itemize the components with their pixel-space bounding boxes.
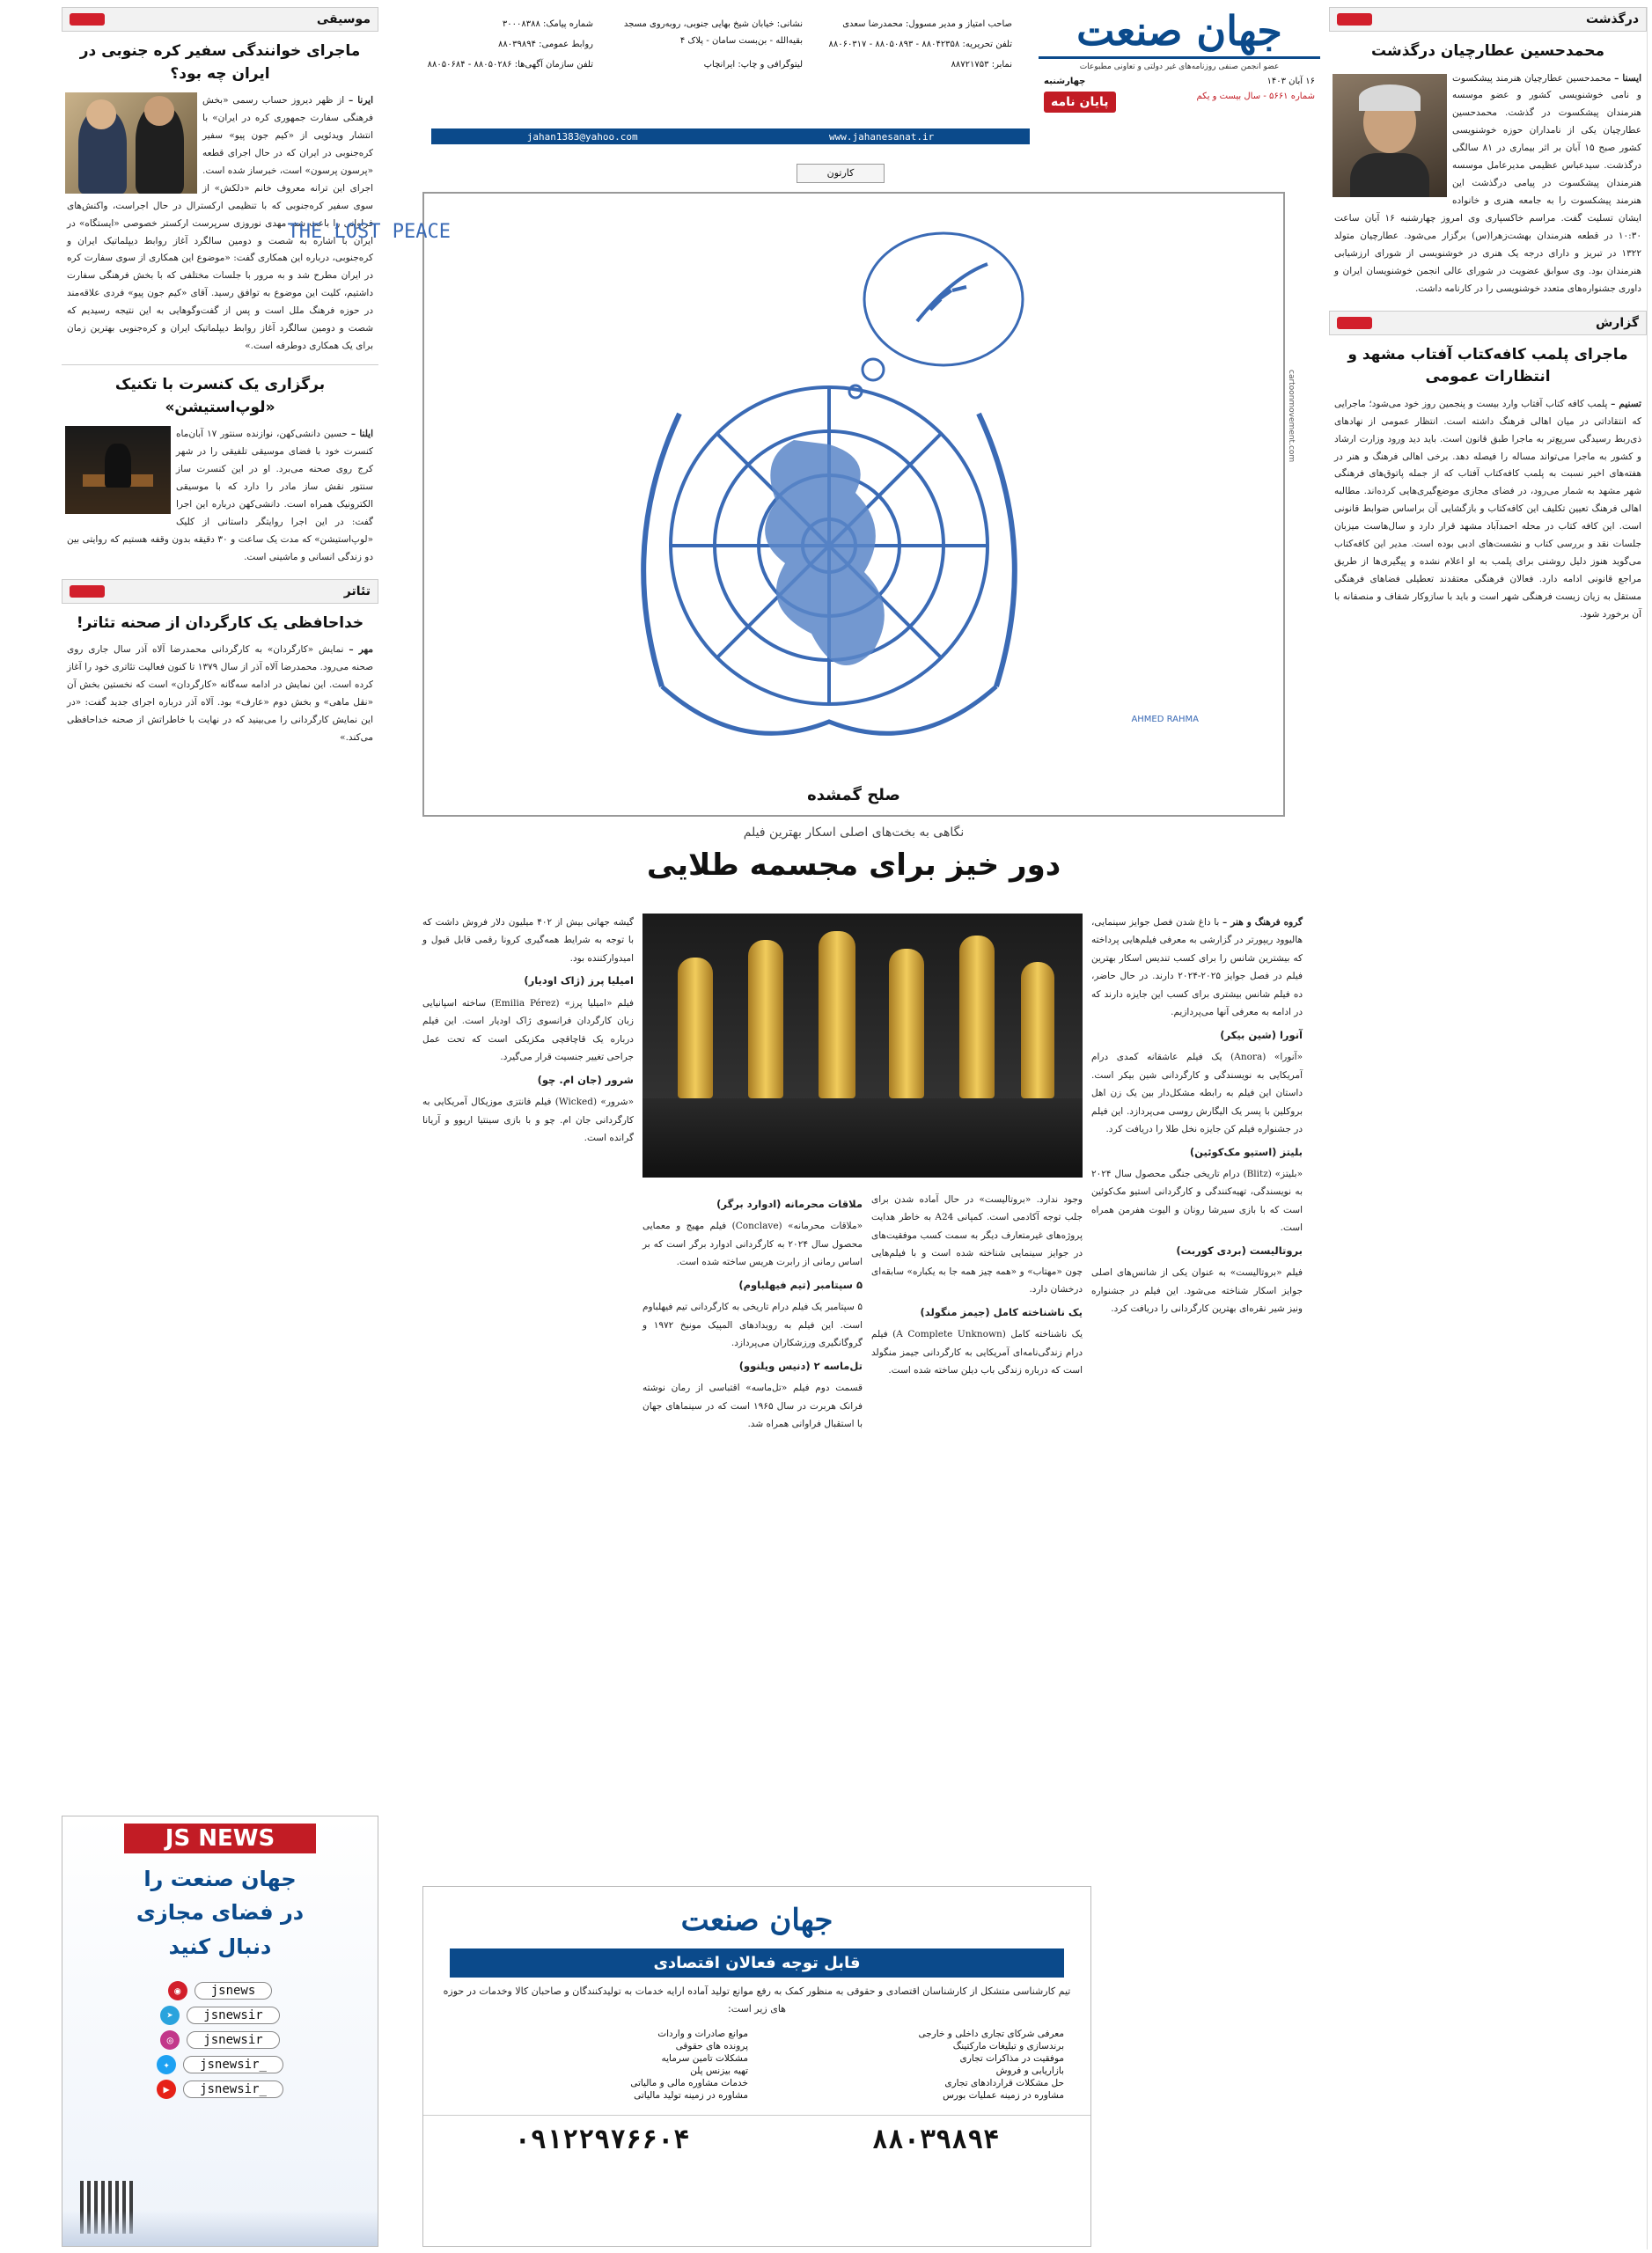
ad-service-item: پرونده های حقوقی — [675, 2040, 748, 2051]
section-mark — [70, 13, 105, 26]
jsnews-tagline: جهان صنعت را — [143, 1867, 297, 1891]
film-text: «آنورا» (Anora) یک فیلم عاشقانه کمدی درام آمریکایی به نویسندگی و کارگردانی شین بیکر است. داستان این فیلم به رابطه مشکل‌دار بین یک زن اهل بروکلین با پسر یک الیگارش روسی می‌پردازد. این فیلم در جشنواره فیلم کن جایزه نخل طلا را دریافت کرد. — [1091, 1052, 1303, 1135]
film-text: فیلم «امیلیا پرز» (Emilia Pérez) ساخته اسپانیایی زبان کارگردان فرانسوی ژاک اودیار است. این فیلم درباره یک قاچاقچی مکزیکی است که تحت عمل جراحی تغییر جنسیت قرار می‌گیرد. — [422, 997, 635, 1063]
ad-phone[interactable]: ۸۸۰۳۹۸۹۴ — [871, 2124, 1000, 2155]
film-text: «بلیتز» (Blitz) درام تاریخی جنگی محصول سال ۲۰۲۴ به نویسندگی، تهیه‌کنندگی و کارگردانی استیو مک‌کوئین است که با بازی سیرشا رونان و الیوت هفرمن همراه است. — [1091, 1169, 1303, 1234]
report-lead: تسنیم – — [1611, 398, 1641, 409]
film-text: قسمت دوم فیلم «تل‌ماسه» اقتباسی از رمان نوشته فرانک هربرت در سال ۱۹۶۵ است که در سینماهای جهان با استقبال فراوانی همراه شد. — [642, 1383, 863, 1430]
music-lead: ایرنا – — [348, 95, 373, 106]
obituary-headline: محمدحسین عطارچیان درگذشت — [1371, 42, 1604, 60]
city-skyline — [62, 2211, 378, 2246]
ad-phones — [423, 2115, 1090, 2155]
ad-service-item: مشاوره در زمینه تولید مالیاتی — [634, 2089, 748, 2101]
ad-service-item: معرفی شرکای تجاری داخلی و خارجی — [918, 2028, 1064, 2039]
calligrapher-photo — [1333, 74, 1447, 197]
website-link[interactable]: www.jahanesanat.ir — [829, 130, 935, 143]
cartoon-tab: کارتون — [797, 164, 885, 183]
film-title: آنورا (شین بیکر) — [1220, 1028, 1303, 1041]
instagram-icon: ◎ — [160, 2030, 180, 2050]
ad-mobile[interactable]: ۰۹۱۲۲۹۷۶۶۰۴ — [514, 2124, 690, 2155]
social-row-web[interactable] — [62, 1981, 378, 2000]
jsnews-ad[interactable] — [62, 1816, 378, 2247]
social-row-telegram[interactable] — [62, 2006, 378, 2025]
concert-lead: ایلنا – — [350, 429, 374, 440]
social-row-twitter[interactable] — [62, 2055, 378, 2074]
ad-services-list — [423, 2023, 1090, 2106]
feature-column-2: وجود ندارد. «بروتالیست» در حال آماده شدن برای جلب توجه آکادمی است. کمپانی A24 به خاطر هدایت پروژه‌های غیرمتعارف دیگر به سمت کسب موفقیت‌های در جوایز سینمایی شناخته شده است و با فیلم‌هایی چون «مهتاب» و «همه چیز همه جا به یکباره» سابقه‌ای درخشان دارد. یک ناشناخته کامل (جیمز منگولد) یک ناشناخته کامل (A Complete Unknown) فیلم درام زندگی‌نامه‌ای آمریکایی به کارگردانی جیمز منگولد است که درباره زندگی باب دیلن ساخته شده است. — [871, 1191, 1083, 1380]
info-line: لیتوگرافی و چاپ: ایرانچاپ — [703, 60, 803, 70]
info-line: نشانی: خیابان شیخ بهایی جنوبی، روبه‌روی مسجد بقیه‌الله - بن‌بست سامان - پلاک ۴ — [623, 19, 803, 46]
concert-headline: برگزاری یک کنسرت با تکنیک «لوپ‌استیشن» — [114, 376, 326, 416]
left-column — [62, 7, 378, 2249]
ad-service-item: حل مشکلات قراردادهای تجاری — [944, 2077, 1064, 2088]
section-tab-music — [62, 7, 378, 32]
advertisement[interactable] — [422, 1886, 1091, 2247]
section-label-report: گزارش — [1595, 315, 1639, 330]
ad-service-item: برندسازی و تبلیغات مارکتینگ — [952, 2040, 1064, 2051]
social-handle: jsnews — [195, 1982, 273, 2000]
ad-service-item: موانع صادرات و واردات — [657, 2028, 748, 2039]
film-title: تل‌ماسه ۲ (دنیس ویلنوو) — [738, 1359, 863, 1372]
film-text: «شرور» (Wicked) فیلم فانتزی موزیکال آمریکایی به کارگردانی جان ام. چو و با بازی سینتیا اریوو و آریانا گرانده است. — [422, 1097, 634, 1144]
email-link[interactable]: jahan1383@yahoo.com — [526, 130, 638, 143]
theater-lead: مهر – — [349, 644, 373, 656]
social-handle: jsnewsir_ — [183, 2056, 283, 2073]
film-title: شرور (جان ام. چو) — [537, 1073, 634, 1086]
feature-column-4: گیشه جهانی بیش از ۴۰۲ میلیون دلار فروش داشت که با توجه به شرایط همه‌گیری کرونا رقمی قابل قبول و امیدوارکننده بود. امیلیا پرز (ژاک اودیار) فیلم «امیلیا پرز» (Emilia Pérez) ساخته اسپانیایی زبان کارگردان فرانسوی ژاک اودیار است. این فیلم درباره یک قاچاقچی مکزیکی است که تحت عمل جراحی تغییر جنسیت قرار می‌گیرد. شرور (جان ام. چو) «شرور» (Wicked) فیلم فانتزی موزیکال آمریکایی به کارگردانی جان ام. چو و با بازی سینتیا اریوو و آریانا گرانده است. — [422, 914, 634, 1148]
film-text: ۵ سپتامبر یک فیلم درام تاریخی به کارگردانی تیم فیهلباوم است. این فیلم به رویدادهای المپیک مونیخ ۱۹۷۲ و گروگانگیری ورزشکاران می‌پردازد. — [642, 1302, 863, 1349]
feature-title: دور خیز برای مجسمه طلایی — [646, 848, 1061, 883]
issue-weekday: چهارشنبه — [1044, 77, 1086, 86]
report-headline: ماجرای پلمب کافه‌کتاب آفتاب مشهد و انتظارات عمومی — [1347, 345, 1628, 386]
cartoon-heading: صلح گمشده — [807, 786, 900, 804]
contact-bar — [431, 128, 1030, 144]
section-tab-theater — [62, 579, 378, 604]
ad-service-item: مشاوره در زمینه عملیات بورس — [943, 2089, 1064, 2101]
section-mark — [1337, 13, 1372, 26]
youtube-icon: ▶ — [157, 2080, 176, 2099]
section-mark — [70, 585, 105, 598]
section-mark — [1337, 317, 1372, 329]
ad-service-item: خدمات مشاوره مالی و مالیاتی — [630, 2077, 748, 2088]
feature-kicker: نگاهی به بخت‌های اصلی اسکار بهترین فیلم — [743, 826, 965, 840]
jsnews-tagline: دنبال کنید — [168, 1934, 272, 1959]
info-line: روابط عمومی: ۸۸۰۳۹۸۹۴ — [497, 40, 593, 49]
social-handle: jsnewsir — [187, 2007, 279, 2024]
ad-service-item: موفقیت در مذاکرات تجاری — [959, 2052, 1064, 2064]
masthead — [1039, 7, 1320, 157]
section-tab-report — [1329, 311, 1647, 335]
jsnews-logo: JS NEWS — [124, 1824, 316, 1853]
info-line: شماره پیامک: ۳۰۰۰۸۳۸۸ — [502, 19, 593, 29]
masthead-subtitle: عضو انجمن صنفی روزنامه‌های غیر دولتی و تعاونی مطبوعات — [1079, 62, 1280, 71]
film-text: «ملاقات محرمانه» (Conclave) فیلم مهیج و معمایی محصول سال ۲۰۲۴ به کارگردانی ادوارد برگر است که بر اساس رمانی از رابرت هریس ساخته شده است. — [642, 1221, 863, 1268]
report-body: پلمب کافه کتاب آفتاب وارد بیست و پنجمین روز خود می‌شود؛ ماجرایی که انتقاداتی در میان اهالی فرهنگ داشته است. انتظار عمومی از نهادهای ذی‌ربط رسیدگی سریع‌تر به ماجرا طبق قانون است. باید دید ورود وزارت ارشاد و کشور به ماجرا می‌تواند مساله را فیصله دهد. برخی اهالی فرهنگ و هنر در هفته‌های اخیر نسبت به پلمب کافه‌کتاب آفتاب که از جمله پاتوق‌های فرهنگی شهر مشهد به شمار می‌رود، در فضای مجازی موضع‌گیری‌هایی کرده‌اند. مطالبه اهالی فرهنگ تعیین تکلیف این کافه‌کتاب و بازگشایی آن براساس ضوابط قانونی است. این کافه کتاب در محله احمدآباد مشهد قرار دارد و سال‌هاست میزبان جلسات نقد و بررسی کتاب و نشست‌های ادبی بوده است. مدیر این کافه‌کتاب می‌گوید هنوز دلیل روشنی برای پلمب به او اعلام نشده و پیگیری‌ها از طریق مراجع قانونی ادامه دارد. فعالان فرهنگی معتقدند تعطیلی فضاهای فرهنگی مستقل به زیان زیست فرهنگی شهر است و باید با سازوکار شفاف و منصفانه با آن برخورد شود. — [1334, 398, 1641, 620]
film-title: ۵ سپتامبر (تیم فیهلباوم) — [738, 1278, 863, 1291]
feature-intro: با داغ شدن فصل جوایز سینمایی، هالیوود ریپورتر در گزارشی به معرفی فیلم‌هایی پرداخته که بیشترین شانس را برای کسب تندیس اسکار بهترین فیلم در فصل جوایز ۲۰۲۵-۲۰۲۴ دارند. در حال حاضر، ده فیلم شانس بیشتری برای کسب این جایزه دارند که در ادامه به معرفی آنها می‌پردازیم. — [1091, 917, 1303, 1018]
issue-number: شماره ۵۶۶۱ - سال بیست و یکم — [1196, 92, 1315, 101]
ad-service-item: مشکلات تامین سرمایه — [661, 2052, 748, 2064]
film-title: بروتالیست (بردی کوربت) — [1176, 1244, 1303, 1257]
section-label-theater: تئاتر — [343, 583, 371, 598]
concert-photo — [65, 426, 171, 514]
last-page-badge: پایان نامه — [1044, 92, 1116, 113]
film-text: فیلم «بروتالیست» به عنوان یکی از شانس‌های اصلی جوایز اسکار شناخته می‌شود. این فیلم در جشنواره ونیز شیر نقره‌ای بهترین کارگردانی را دریافت کرد. — [1091, 1267, 1303, 1315]
info-line: نمابر: ۸۸۷۲۱۷۵۳ — [951, 60, 1012, 70]
obituary-lead: ایسنا – — [1614, 72, 1641, 84]
social-row-instagram[interactable] — [62, 2030, 378, 2050]
film-title: امیلیا پرز (ژاک اودیار) — [524, 974, 634, 987]
cartoon-english-title: THE LOST PEACE — [287, 221, 451, 243]
jsnews-tagline: در فضای مجازی — [136, 1900, 305, 1926]
feature-intro-label: گروه فرهنگ و هنر – — [1222, 917, 1303, 928]
oscar-statues-photo — [642, 914, 1083, 1178]
ad-logo: جهان صنعت — [680, 1903, 833, 1938]
social-handle: jsnewsir — [187, 2031, 279, 2049]
info-line: تلفن تحریریه: ۸۸۰۴۲۳۵۸ - ۸۸۰۵۰۸۹۳ - ۸۸۰۶۰۳۱۷ — [828, 40, 1012, 49]
film-title: بلیتز (استیو مک‌کوئین) — [1189, 1145, 1303, 1158]
film-title: یک ناشناخته کامل (جیمز منگولد) — [920, 1305, 1083, 1318]
feature-column-3 — [642, 1191, 863, 1433]
section-label-obituary: درگذشت — [1585, 12, 1639, 26]
ad-service-item: بازاریابی و فروش — [995, 2065, 1064, 2076]
web-icon: ◉ — [168, 1981, 187, 2000]
social-handle: jsnewsir_ — [183, 2081, 283, 2098]
newspaper-page — [62, 7, 1648, 2249]
info-line: تلفن سازمان آگهی‌ها: ۸۸۰۵۰۲۸۶ - ۸۸۰۵۰۶۸۴ — [427, 60, 593, 70]
newspaper-logo: جهان صنعت — [1039, 7, 1320, 59]
ad-headline: قابل توجه فعالان اقتصادی — [450, 1948, 1064, 1978]
theater-body: نمایش «کارگردان» به کارگردانی محمدرضا آلاه آذر سال جاری روی صحنه می‌رود. محمدرضا آلاه آذر از سال ۱۳۷۹ تا کنون فعالیت تئاتری خود را آغاز کرده است. این نمایش در ادامه سه‌گانه «کارگردان» است که نخستین بخش آن «نقل ماهی» و بخش دوم «عارف» بود. آلاه آذر درباره اجرای جدید گفت: «در این نمایش کارگردانی را می‌بینید که در نهایت با خاطراتش از صحنه خداحافظی می‌کند.» — [67, 644, 373, 743]
music-body: از ظهر دیروز حساب رسمی «بخش فرهنگی سفارت جمهوری کره در ایران» با انتشار ویدئویی از «کیم جون پیو» سفیر کره‌جنوبی در ایران که در حال اجرای قطعه «پرسون پرسون» است، خبرساز شده است. اجرای این ترانه معروف خانم «دلکش» از سوی سفیر کره‌جنوبی که با تنظیمی ارکسترال در حال اجراست، واکنش‌های فراوانی را باعث شد. مهدی نوروزی سرپرست ارکستر خصوصی «ایستگاه» در ایران با اشاره به شصت و دومین سالگرد آغاز روابط دیپلماتیک ایران و کره‌جنوبی، درباره این همکاری گفت: «موضوع این همکاری از سوی سفارت کره در ایران مطرح شد و به مرور با جلسات مختلفی که با بخش فرهنگی سفارت داشتیم، کلیت این موضوع به توافق رسید. آقای «کیم جون پیو» فردی علاقه‌مند در حوزه فرهنگ ملل است و پس از گفت‌وگوهایی به این نتیجه رسیدیم که شصت و دومین سالگرد آغاز روابط دیپلماتیک ایران و کره‌جنوبی بهترین زمان برای یک همکاری دوطرفه است.» — [67, 95, 373, 352]
social-row-youtube[interactable] — [62, 2080, 378, 2099]
feature-column-1 — [1091, 914, 1303, 1318]
film-text: یک ناشناخته کامل (A Complete Unknown) فیلم درام زندگی‌نامه‌ای آمریکایی به کارگردانی جیمز منگولد است که درباره زندگی باب دیلن ساخته شده است. — [871, 1329, 1083, 1376]
right-column — [1329, 7, 1648, 2249]
section-label-music: موسیقی — [316, 12, 371, 26]
telegram-icon: ➤ — [160, 2006, 180, 2025]
ambassador-photo — [65, 92, 197, 194]
ad-service-item: تهیه بیزنس پلن — [690, 2065, 748, 2076]
issue-date: ۱۶ آبان ۱۴۰۳ — [1267, 77, 1315, 86]
divider — [62, 364, 378, 365]
music-headline: ماجرای خوانندگی سفیر کره جنوبی در ایران چه بود؟ — [79, 42, 361, 83]
concert-body: حسین دانشی‌کهن، نوازنده سنتور ۱۷ آبان‌ماه کنسرت خود با فضای موسیقی تلفیقی را در شهر کرج روی صحنه می‌برد. او در این کنسرت ساز سنتور نقش ساز مادر را دارد که با موسیقی الکترونیک همراه است. دانشی‌کهن درباره این اجرا گفت: در این اجرا روایتگر داستانی از کلیک «لوپ‌استیشن» که مدت یک ساعت و ۳۰ دقیقه بدون وقفه هستیم که روایتی بین دو زندگی انسانی و ماشینی است. — [67, 429, 373, 562]
theater-headline: خداحافظی یک کارگردان از صحنه تئاتر! — [76, 613, 364, 632]
cartoon-credit: cartoonmovement.com — [1287, 370, 1296, 463]
twitter-icon: ✦ — [157, 2055, 176, 2074]
info-line: صاحب امتیاز و مدیر مسوول: محمدرضا سعدی — [842, 19, 1012, 29]
ad-text: تیم کارشناسی متشکل از کارشناسان اقتصادی و حقوقی به منظور کمک به رفع موانع تولید آماده ارایه خدمات به تولیدکنندگان و صاحبان کالا وخدمات در حوزه های زیر است: — [443, 1985, 1071, 2014]
publisher-info — [396, 16, 1012, 73]
obituary-body: محمدحسین عطارچیان هنرمند پیشکسوت و نامی خوشنویسی کشور و عضو موسسه هنرمندان پیشکسوت در گذشت. محمدحسین عطارچیان یکی از نامداران حوزه خوشنویسی کشور صبح ۱۵ آبان بر اثر بیماری در ۸۱ سالگی درگذشت. سیدعباس عظیمی مدیرعامل موسسه هنرمندان پیشکسوت در پیامی درگذشت این هنرمند پیشکسوت را به جامعه هنری و خانواده ایشان تسلیت گفت. مراسم خاکسپاری وی امروز چهارشنبه ۱۶ آبان ساعت ۱۰:۳۰ در قطعه هنرمندان بهشت‌زهرا(س) برگزار می‌شود. عطارچیان متولد ۱۳۲۲ در تبریز و دارای درجه یک هنری در خوشنویسی از شورای ارزشیابی هنرمندان بود. وی سوابق عضویت در شورای عالی انجمن خوشنویسان ایران و داوری جشنواره‌های متعدد خوشنویسی را در کارنامه داشت. — [1334, 72, 1641, 294]
cartoonist-signature: AHMED RAHMA — [1131, 715, 1199, 724]
film-title: ملاقات محرمانه (ادوارد برگر) — [716, 1198, 863, 1210]
section-tab-obituary — [1329, 7, 1647, 32]
